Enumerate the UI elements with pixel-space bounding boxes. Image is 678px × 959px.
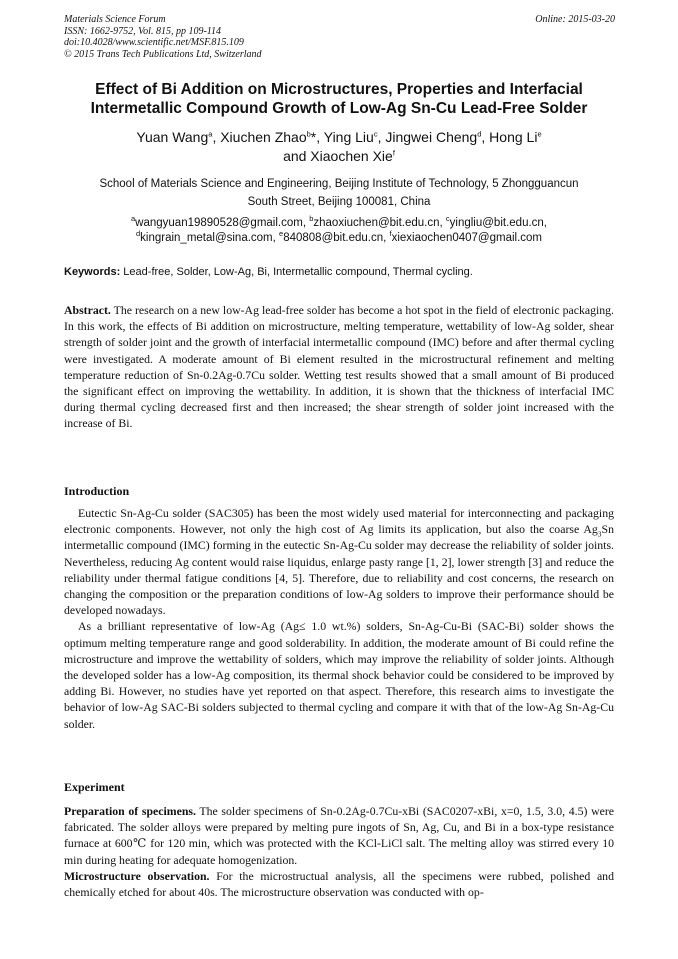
author-sup: a — [208, 129, 213, 139]
abstract-label: Abstract. — [64, 303, 111, 317]
email-sup: b — [309, 214, 314, 224]
microstructure-label: Microstructure observation. — [64, 868, 210, 883]
online-date: Online: 2015-03-20 — [535, 14, 615, 25]
copyright-line: © 2015 Trans Tech Publications Ltd, Switzerland — [64, 48, 262, 60]
title-line-1: Effect of Bi Addition on Microstructures, Properties and Interfacial — [95, 81, 583, 98]
author-sup: f — [392, 147, 395, 157]
doi-line: doi:10.4028/www.scientific.net/MSF.815.109 — [64, 37, 244, 48]
email-sup: f — [389, 228, 392, 238]
email-address: 840808@bit.edu.cn, — [283, 231, 390, 244]
intro-paragraph-2: As a brilliant representative of low-Ag (Ag≤ 1.0 wt.%) solders, Sn-Ag-Cu-Bi (SAC-Bi) solder shows the optimum melting temperature range and good solderability. In addition, the moderate amount of Bi could refine the microstructure and improve the wettability of solders, which may improve the reliability of solder joints. Although the developed solder has a low-Ag composition, its thermal shock behavior could be considered to be improved by adding Bi. However, no studies have yet reported on that aspect. Therefore, this research aims to investigate the behavior of low-Ag SAC-Bi solders subjected to thermal cycling and compare it with that of the low-Ag Sn-Ag-Cu solder. — [64, 619, 614, 731]
author-name: , Xiuchen Zhao — [212, 129, 307, 145]
email-sup: e — [279, 228, 284, 238]
abstract — [64, 302, 614, 432]
email-sup: c — [445, 214, 450, 224]
paper-title — [40, 80, 638, 118]
intro-p1-part2: Sn intermetallic compound (IMC) forming in the eutectic Sn-Ag-Cu solder may decrease the reliability of solder joints. Nevertheless, reducing Ag content would raise liquidus, enlarge pasty range [1, 2], lower strength [3] and reduce the reliability under thermal fatigue conditions [4, 5]. Therefore, due to reliability and cost concerns, the research on changing the composition or the preparation conditions of low-Ag solders to improve their performance should be developed nowadays. — [64, 522, 614, 618]
author-sup: d — [477, 129, 482, 139]
email-address: wangyuan19890528@gmail.com, — [135, 217, 310, 229]
author-sup: b — [306, 129, 311, 139]
email-sup: a — [130, 214, 136, 224]
keywords — [64, 266, 620, 278]
keywords-text: Lead-free, Solder, Low-Ag, Bi, Intermetallic compound, Thermal cycling. — [120, 266, 473, 278]
author-list — [40, 128, 638, 165]
keywords-label: Keywords: — [64, 266, 121, 278]
title-line-2: Intermetallic Compound Growth of Low-Ag Sn-Cu Lead-Free Solder — [90, 100, 588, 117]
email-sup: d — [135, 228, 141, 238]
email-address: kingrain_metal@sina.com, — [140, 231, 280, 244]
experiment-heading: Experiment — [64, 780, 125, 794]
affiliation — [40, 175, 638, 211]
email-address: zhaoxiuchen@bit.edu.cn, — [313, 217, 446, 229]
email-list — [40, 216, 638, 245]
author-name: and Xiaochen Xie — [283, 147, 393, 164]
preparation-label: Preparation of specimens. — [64, 804, 196, 818]
author-name: , Hong Li — [481, 129, 538, 145]
author-name: *, Ying Liu — [310, 129, 374, 145]
author-name: , Jingwei Cheng — [377, 129, 478, 145]
microstructure-text: For the microstructual analysis, all the specimens were rubbed, polished and chemically etched for about 40s. The microstructure observation was conducted with op- — [64, 868, 614, 900]
issn-line: ISSN: 1662-9752, Vol. 815, pp 109-114 — [64, 25, 222, 37]
affiliation-line-2: South Street, Beijing 100081, China — [247, 196, 431, 208]
microstructure-paragraph — [64, 868, 614, 900]
author-sup: c — [373, 129, 378, 139]
author-sup: e — [537, 129, 542, 139]
intro-p1-part1: Eutectic Sn-Ag-Cu solder (SAC305) has been the most widely used material for interconnecting and packaging electronic components. However, not only the high cost of Ag limits its application, but also the coarse Ag — [64, 506, 614, 537]
email-address: yingliu@bit.edu.cn, — [449, 217, 547, 229]
intro-p1-subscript: 3 — [597, 529, 602, 539]
author-name: Yuan Wang — [136, 129, 209, 145]
journal-name: Materials Science Forum — [64, 14, 166, 25]
introduction-heading: Introduction — [64, 484, 130, 498]
journal-header — [64, 14, 262, 60]
experiment-body — [64, 803, 614, 900]
intro-paragraph-1 — [64, 505, 614, 618]
affiliation-line-1: School of Materials Science and Engineering, Beijing Institute of Technology, 5 Zhongguancun — [99, 178, 579, 190]
preparation-paragraph — [64, 803, 614, 868]
preparation-text: The solder specimens of Sn-0.2Ag-0.7Cu-xBi (SAC0207-xBi, x=0, 1.5, 3.0, 4.5) were fabricated. The solder alloys were prepared by melting pure ingots of Sn, Ag, Cu, and Bi in a box-type resistance furnace at 600℃ for 120 min, which was protected with the KCl-LiCl salt. The melting alloy was stirred every 10 min during heating for adequate homogenization. — [64, 804, 615, 867]
email-address: xiexiaochen0407@gmail.com — [391, 231, 543, 244]
abstract-text: The research on a new low-Ag lead-free solder has become a hot spot in the field of electronic packaging. In this work, the effects of Bi addition on microstructure, melting temperature, wettability of low-Ag solder, shear strength of solder joint and the growth of interfacial intermetallic compound (IMC) before and after thermal cycling were investigated. A moderate amount of Bi element resulted in the microstructural refinement and melting temperature reduction of Sn-0.2Ag-0.7Cu solder. Wetting test results showed that a small amount of Bi produced the significant effect on improving the wettability. In addition, it is shown that the thickness of interfacial IMC during thermal cycling decreased first and then increased; the shear strength of solder joint increased with the increase of Bi. — [64, 303, 614, 431]
introduction-body — [64, 505, 614, 732]
